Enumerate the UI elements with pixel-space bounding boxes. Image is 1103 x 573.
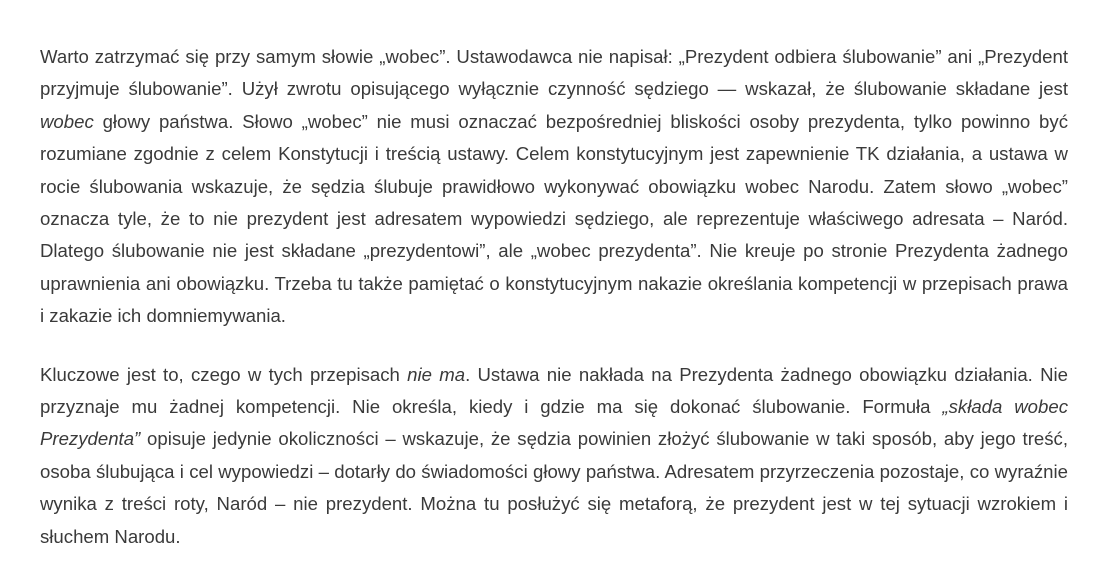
paragraph-wobec — [40, 41, 1068, 333]
paragraph-text: głowy państwa. Słowo „wobec” nie musi oznaczać bezpośredniej bliskości osoby prezydenta, tylko powinno być rozumiane zgodnie z celem Konstytucji i treścią ustawy. Celem konstytucyjnym jest zapewnienie TK działania, a ustawa w rocie ślubowania wskazuje, że sędzia ślubuje prawidłowo wykonywać obowiązku wobec Narodu. Zatem słowo „wobec” oznacza tyle, że to nie prezydent jest adresatem wypowiedzi sędziego, ale reprezentuje właściwego adresata – Naród. Dlatego ślubowanie nie jest składane „prezydentowi”, ale „wobec prezydenta”. Nie kreuje po stronie Prezydenta żadnego uprawnienia ani obowiązku. Trzeba tu także pamiętać o konstytucyjnym nakazie określania kompetencji w przepisach prawa i zakazie ich domniemywania. — [40, 110, 1068, 327]
paragraph-text: . Ustawa nie nakłada na Prezydenta żadnego obowiązku działania. Nie przyznaje mu żadnej kompetencji. Nie określa, kiedy i gdzie ma się dokonać ślubowanie. Formuła — [40, 363, 1068, 418]
paragraph-text: Warto zatrzymać się przy samym słowie „wobec”. Ustawodawca nie napisał: „Prezydent odbiera ślubowanie” ani „Prezydent przyjmuje ślubowanie”. Użył zwrotu opisującego wyłącznie czynność sędziego — wskazał, że ślubowanie składane jest — [40, 46, 1068, 100]
paragraph-kluczowe — [40, 359, 1068, 553]
paragraph-text: opisuje jedynie okoliczności – wskazuje, że sędzia powinien złożyć ślubowanie w taki sposób, aby jego treść, osoba ślubująca i cel wypowiedzi – dotarły do świadomości głowy państwa. Adresatem przyrzeczenia pozostaje, co wyraźnie wynika z treści roty, Naród – nie prezydent. Można tu posłużyć się metaforą, że prezydent jest w tej sytuacji wzrokiem i słuchem Narodu. — [40, 428, 1068, 547]
emphasis-wobec: wobec — [40, 110, 94, 132]
emphasis-formula: „składa wobec Prezydenta” — [40, 396, 1068, 450]
emphasis-nie-ma: nie ma — [407, 363, 466, 385]
article-body — [40, 41, 1068, 553]
paragraph-text: Kluczowe jest to, czego w tych przepisach — [40, 363, 408, 385]
